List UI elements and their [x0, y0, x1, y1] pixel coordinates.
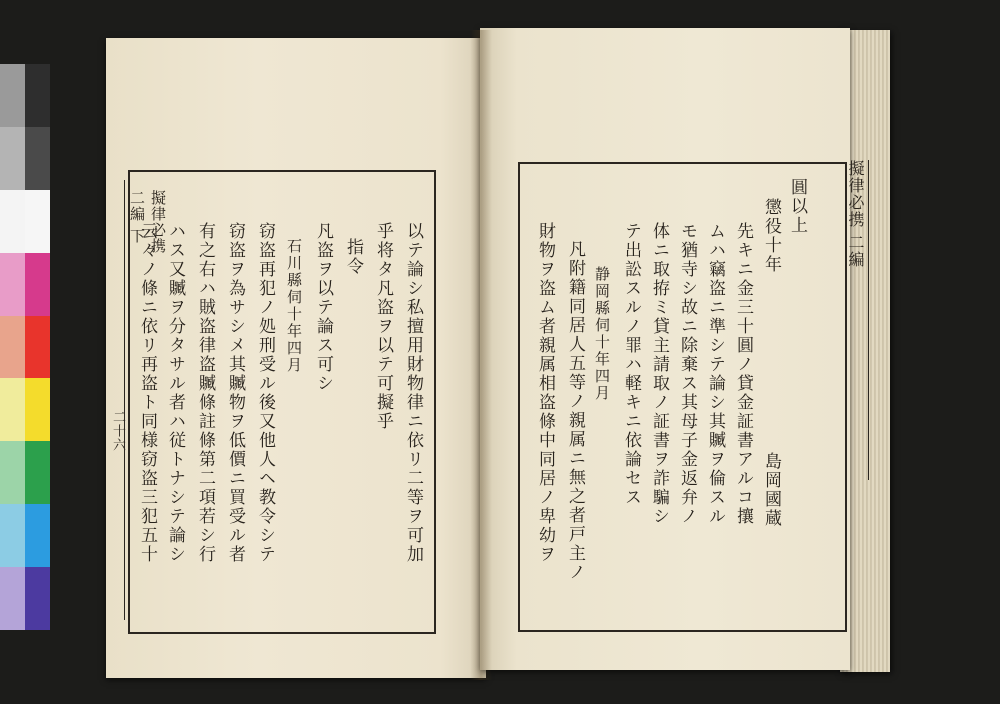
right-column-8: テ出訟スルノ罪ハ軽キニ依論セス: [621, 222, 641, 507]
right-column-9: 静岡縣伺十年四月: [593, 266, 611, 402]
left-column-3: 指令: [343, 238, 363, 276]
left-column-2: 乎将タ凡盗ヲ以テ可擬乎: [373, 222, 393, 431]
calibration-row: [0, 127, 50, 190]
left-column-8: 有之右ハ賊盗律盗贓條註條第二項若シ行: [195, 222, 215, 564]
right-column-7: 体ニ取拵ミ貸主請取ノ証書ヲ詐騙シ: [649, 222, 669, 526]
right-column-1: 圓以上: [787, 178, 807, 235]
calibration-row: [0, 441, 50, 504]
calibration-swatch: [25, 504, 50, 567]
calibration-row: [0, 253, 50, 316]
left-column-9: ハス又贓ヲ分タサル者ハ従トナシテ論シ: [165, 222, 185, 564]
calibration-swatch: [25, 567, 50, 630]
calibration-row: [0, 378, 50, 441]
left-page-number: 二十六: [110, 410, 125, 452]
right-hashira: [844, 160, 867, 268]
right-column-11: 財物ヲ盗ム者親属相盗條中同居ノ卑幼ヲ: [535, 222, 555, 564]
calibration-swatch: [25, 64, 50, 127]
calibration-row: [0, 316, 50, 379]
right-column-10: 凡附籍同居人五等ノ親属ニ無之者戸主ノ: [565, 240, 585, 582]
left-column-1: 以テ論シ私擅用財物律ニ依リ二等ヲ可加: [403, 222, 423, 564]
calibration-row: [0, 64, 50, 127]
left-column-10: 云々ノ條ニ依リ再盗ト同様窃盗三犯五十: [137, 222, 157, 564]
calibration-swatch: [0, 441, 25, 504]
right-column-4: 先キニ金三十圓ノ貸金証書アルコ攘: [733, 222, 753, 526]
calibration-swatch: [0, 190, 25, 253]
calibration-swatch: [0, 567, 25, 630]
calibration-swatch: [25, 253, 50, 316]
right-column-2: 懲役十年: [761, 198, 781, 274]
calibration-swatch: [25, 316, 50, 379]
left-column-7: 窃盗ヲ為サシメ其贓物ヲ低價ニ買受ル者: [225, 222, 245, 564]
left-column-5: 石川縣伺十年四月: [285, 238, 303, 374]
left-hashira-title: 擬律必携: [149, 190, 167, 254]
calibration-swatch: [25, 190, 50, 253]
calibration-swatch: [25, 378, 50, 441]
calibration-row: [0, 567, 50, 630]
left-column-6: 窃盗再犯ノ処刑受ル後又他人ヘ教令シテ: [255, 222, 275, 564]
right-hashira-rule: [868, 160, 869, 480]
right-column-5: ムハ竊盗ニ準シテ論シ其贓ヲ倫スル: [705, 222, 725, 526]
right-column-6: モ猶寺シ故ニ除棄ス其母子金返弁ノ: [677, 222, 697, 526]
calibration-swatch: [0, 504, 25, 567]
book-gutter: [470, 30, 492, 680]
calibration-swatch: [25, 441, 50, 504]
right-hashira-title: 擬律必携 二編: [846, 160, 865, 269]
calibration-swatch: [0, 316, 25, 379]
color-calibration-strip: [0, 64, 50, 630]
calibration-swatch: [0, 253, 25, 316]
left-column-4: 凡盗ヲ以テ論ス可シ: [313, 222, 333, 393]
calibration-swatch: [0, 64, 25, 127]
calibration-swatch: [0, 378, 25, 441]
calibration-row: [0, 190, 50, 253]
calibration-row: [0, 504, 50, 567]
calibration-swatch: [0, 127, 25, 190]
calibration-swatch: [25, 127, 50, 190]
right-column-3: 島岡國蔵: [761, 452, 781, 528]
left-hashira-volume: 二編 下: [128, 190, 146, 244]
